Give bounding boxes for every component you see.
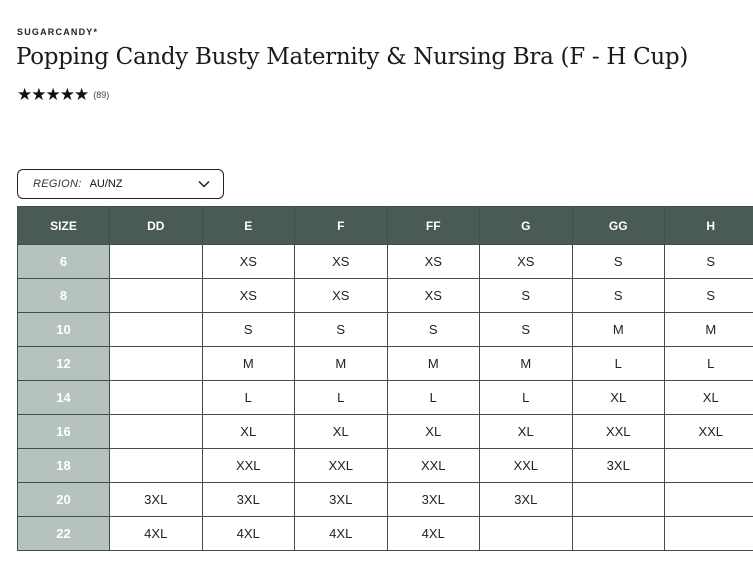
- size-cell: L: [572, 347, 665, 381]
- size-cell: S: [665, 245, 753, 279]
- cup-header-f: F: [295, 207, 388, 245]
- band-size-cell: 12: [18, 347, 110, 381]
- product-rating[interactable]: [17, 86, 109, 104]
- size-cell: XL: [572, 381, 665, 415]
- size-cell: [480, 517, 573, 551]
- size-cell: L: [295, 381, 388, 415]
- size-cell: [110, 313, 203, 347]
- table-row: [18, 415, 753, 449]
- size-cell: XL: [665, 381, 753, 415]
- size-cell: [665, 449, 753, 483]
- table-row: [18, 245, 753, 279]
- size-cell: 3XL: [110, 483, 203, 517]
- size-cell: XS: [387, 245, 480, 279]
- size-cell: S: [572, 245, 665, 279]
- size-cell: S: [572, 279, 665, 313]
- size-cell: [110, 415, 203, 449]
- size-cell: 4XL: [202, 517, 295, 551]
- size-cell: L: [480, 381, 573, 415]
- size-cell: 4XL: [387, 517, 480, 551]
- region-select[interactable]: [17, 169, 224, 199]
- band-size-cell: 14: [18, 381, 110, 415]
- cup-header-e: E: [202, 207, 295, 245]
- size-cell: S: [480, 279, 573, 313]
- band-size-cell: 18: [18, 449, 110, 483]
- size-cell: XS: [202, 245, 295, 279]
- size-cell: M: [387, 347, 480, 381]
- size-cell: 4XL: [110, 517, 203, 551]
- size-cell: 4XL: [295, 517, 388, 551]
- band-size-cell: 10: [18, 313, 110, 347]
- size-cell: XS: [202, 279, 295, 313]
- size-cell: XS: [480, 245, 573, 279]
- size-cell: S: [387, 313, 480, 347]
- size-cell: S: [665, 279, 753, 313]
- table-row: [18, 483, 753, 517]
- star-rating-icons: ★★★★★: [17, 85, 89, 104]
- table-row: [18, 517, 753, 551]
- size-cell: [110, 279, 203, 313]
- size-cell: M: [202, 347, 295, 381]
- cup-header-gg: GG: [572, 207, 665, 245]
- cup-header-ff: FF: [387, 207, 480, 245]
- size-cell: XS: [295, 279, 388, 313]
- size-cell: XS: [295, 245, 388, 279]
- band-size-cell: 6: [18, 245, 110, 279]
- band-size-cell: 16: [18, 415, 110, 449]
- size-cell: S: [295, 313, 388, 347]
- band-size-cell: 20: [18, 483, 110, 517]
- size-cell: 3XL: [387, 483, 480, 517]
- table-row: [18, 449, 753, 483]
- size-cell: [572, 517, 665, 551]
- size-cell: [665, 483, 753, 517]
- size-cell: [110, 381, 203, 415]
- size-cell: [110, 449, 203, 483]
- chevron-down-icon: [198, 179, 210, 189]
- cup-header-h: H: [665, 207, 753, 245]
- brand-name: SUGARCANDY*: [17, 27, 99, 37]
- size-cell: XL: [295, 415, 388, 449]
- size-cell: XS: [387, 279, 480, 313]
- size-cell: 3XL: [572, 449, 665, 483]
- size-cell: S: [480, 313, 573, 347]
- product-title: Popping Candy Busty Maternity & Nursing Bra (F - H Cup): [16, 44, 689, 70]
- cup-header-g: G: [480, 207, 573, 245]
- size-cell: XXL: [665, 415, 753, 449]
- size-cell: XXL: [572, 415, 665, 449]
- table-header-row: [18, 207, 753, 245]
- size-cell: M: [572, 313, 665, 347]
- size-cell: 3XL: [295, 483, 388, 517]
- size-cell: S: [202, 313, 295, 347]
- size-cell: L: [202, 381, 295, 415]
- table-row: [18, 313, 753, 347]
- size-cell: [110, 347, 203, 381]
- size-cell: XXL: [295, 449, 388, 483]
- table-row: [18, 279, 753, 313]
- size-cell: L: [387, 381, 480, 415]
- region-value: AU/NZ: [89, 178, 123, 190]
- size-cell: XL: [387, 415, 480, 449]
- table-row: [18, 347, 753, 381]
- size-cell: XXL: [202, 449, 295, 483]
- size-column-header: SIZE: [18, 207, 110, 245]
- size-cell: [665, 517, 753, 551]
- review-count[interactable]: (89): [93, 90, 110, 100]
- size-cell: L: [665, 347, 753, 381]
- cup-header-dd: DD: [110, 207, 203, 245]
- region-label: REGION:: [33, 178, 82, 190]
- size-cell: XXL: [387, 449, 480, 483]
- size-cell: M: [480, 347, 573, 381]
- size-cell: M: [665, 313, 753, 347]
- size-cell: XL: [480, 415, 573, 449]
- size-cell: [572, 483, 665, 517]
- band-size-cell: 8: [18, 279, 110, 313]
- size-cell: 3XL: [202, 483, 295, 517]
- table-row: [18, 381, 753, 415]
- size-cell: [110, 245, 203, 279]
- size-cell: 3XL: [480, 483, 573, 517]
- size-cell: XL: [202, 415, 295, 449]
- size-cell: M: [295, 347, 388, 381]
- band-size-cell: 22: [18, 517, 110, 551]
- size-cell: XXL: [480, 449, 573, 483]
- size-chart-table: [17, 206, 753, 551]
